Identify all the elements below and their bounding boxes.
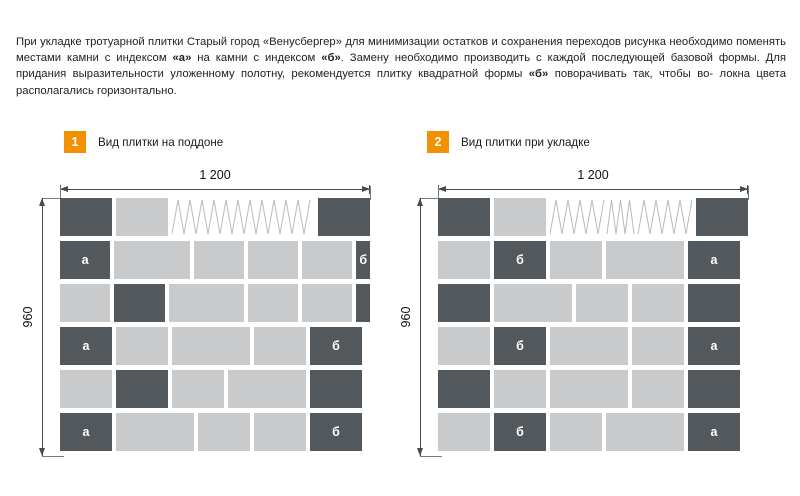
tile-grid-2 (438, 198, 748, 456)
height-dim-line-2 (420, 198, 421, 456)
tile-light (194, 241, 244, 279)
tile-row (438, 241, 748, 279)
tile-light (494, 198, 546, 236)
tile-light (302, 284, 352, 322)
tile-light (60, 370, 112, 408)
tile-light (116, 413, 194, 451)
tile-light (302, 241, 352, 279)
intro-line-2e: . Замену необходимо производить с каждой последующей базовой (340, 52, 713, 65)
tile-row (438, 284, 748, 322)
tile-row (60, 241, 370, 279)
tile-pattern-zigzag (172, 198, 314, 236)
height-label-1: 960 (21, 306, 35, 328)
tile-light (550, 327, 628, 365)
tile-light (60, 284, 110, 322)
tile-light (114, 241, 189, 279)
tile-row (60, 198, 370, 236)
arrow-right-icon (740, 186, 748, 192)
tile-grid-1 (60, 198, 370, 456)
tile-dark (438, 370, 490, 408)
tile-row (60, 413, 370, 451)
index-a-1: «а» (172, 52, 192, 65)
tile-light (198, 413, 250, 451)
tile-dark (438, 284, 490, 322)
tile-light (606, 413, 684, 451)
tile-light (550, 370, 628, 408)
arrow-up-icon (417, 198, 423, 206)
index-b-2: «б» (528, 68, 549, 81)
height-dimension-1 (18, 198, 52, 456)
intro-line-2a: поменять местами камни с индексом (16, 36, 787, 65)
tile-row (60, 284, 370, 322)
tile-dark-labeled: б (356, 241, 370, 279)
extension-line (420, 456, 442, 457)
tile-row (60, 370, 370, 408)
tile-dark-labeled: а (60, 413, 112, 451)
tile-dark-labeled: а (688, 327, 740, 365)
tile-light (438, 241, 490, 279)
extension-line (748, 186, 749, 200)
tile-dark (114, 284, 164, 322)
tile-dark (310, 370, 362, 408)
panel-title-2: Вид плитки при укладке (461, 135, 590, 149)
tile-light (228, 370, 306, 408)
tile-light (632, 327, 684, 365)
tile-light (116, 327, 168, 365)
arrow-right-icon (362, 186, 370, 192)
arrow-down-icon (39, 448, 45, 456)
width-dim-line-1 (60, 189, 370, 190)
height-dim-line-1 (42, 198, 43, 456)
intro-line-1: При укладке тротуарной плитки Старый город «Венусбергер» для минимизации остатков и сохранения переходов рисунка необходимо (16, 36, 733, 48)
intro-paragraph (16, 34, 786, 99)
panel-header-2 (427, 131, 590, 153)
tile-light (172, 327, 250, 365)
extension-line (370, 186, 371, 200)
intro-line-4: локна цвета располагались горизонтально. (16, 68, 787, 97)
panel-title-1: Вид плитки на поддоне (98, 135, 224, 149)
arrow-left-icon (60, 186, 68, 192)
tile-row (60, 327, 370, 365)
tile-dark (116, 370, 168, 408)
tile-dark-labeled: б (494, 413, 546, 451)
tile-light (116, 198, 168, 236)
tile-light (248, 284, 298, 322)
tile-light (632, 370, 684, 408)
index-b-1: «б» (321, 52, 341, 65)
width-dimension-1 (60, 168, 370, 198)
tile-dark-labeled: а (688, 241, 740, 279)
width-label-2: 1 200 (577, 168, 609, 182)
panel-header-1 (64, 131, 223, 153)
tile-dark-labeled: б (310, 413, 362, 451)
tile-light (632, 284, 684, 322)
panel-badge-1: 1 (64, 131, 86, 153)
tile-light (550, 241, 602, 279)
tile-light (494, 284, 572, 322)
tile-dark (688, 370, 740, 408)
width-dim-line-2 (438, 189, 748, 190)
arrow-up-icon (39, 198, 45, 206)
tile-dark (356, 284, 370, 322)
tile-light (438, 327, 490, 365)
height-dimension-2 (396, 198, 430, 456)
tile-light (248, 241, 298, 279)
tile-light (494, 370, 546, 408)
tile-dark-labeled: а (60, 327, 112, 365)
tile-row (438, 370, 748, 408)
intro-line-3: формы. Для придания выразительности уложенному полотну, рекомендуется плитку квадратной формы (16, 52, 786, 81)
tile-pattern-zigzag (550, 198, 692, 236)
tile-dark (696, 198, 748, 236)
tile-dark (438, 198, 490, 236)
tile-light (254, 327, 306, 365)
panel-badge-2: 2 (427, 131, 449, 153)
height-label-2: 960 (399, 306, 413, 328)
tile-light (438, 413, 490, 451)
arrow-left-icon (438, 186, 446, 192)
tile-dark-labeled: б (494, 327, 546, 365)
width-label-1: 1 200 (199, 168, 231, 182)
arrow-down-icon (417, 448, 423, 456)
tile-dark (688, 284, 740, 322)
width-dimension-2 (438, 168, 748, 198)
tile-row (438, 198, 748, 236)
tile-dark-labeled: а (60, 241, 110, 279)
tile-dark-labeled: а (688, 413, 740, 451)
tile-dark-labeled: б (310, 327, 362, 365)
tile-dark (318, 198, 370, 236)
tile-row (438, 413, 748, 451)
extension-line (42, 456, 64, 457)
tile-row (438, 327, 748, 365)
tile-light (606, 241, 684, 279)
tile-light (172, 370, 224, 408)
intro-line-2c: на камни с индексом (191, 52, 322, 65)
tile-light (169, 284, 244, 322)
tile-light (254, 413, 306, 451)
intro-line-3c: поворачивать так, чтобы во- (548, 68, 714, 81)
tile-light (550, 413, 602, 451)
tile-dark-labeled: б (494, 241, 546, 279)
tile-light (576, 284, 628, 322)
tile-dark (60, 198, 112, 236)
